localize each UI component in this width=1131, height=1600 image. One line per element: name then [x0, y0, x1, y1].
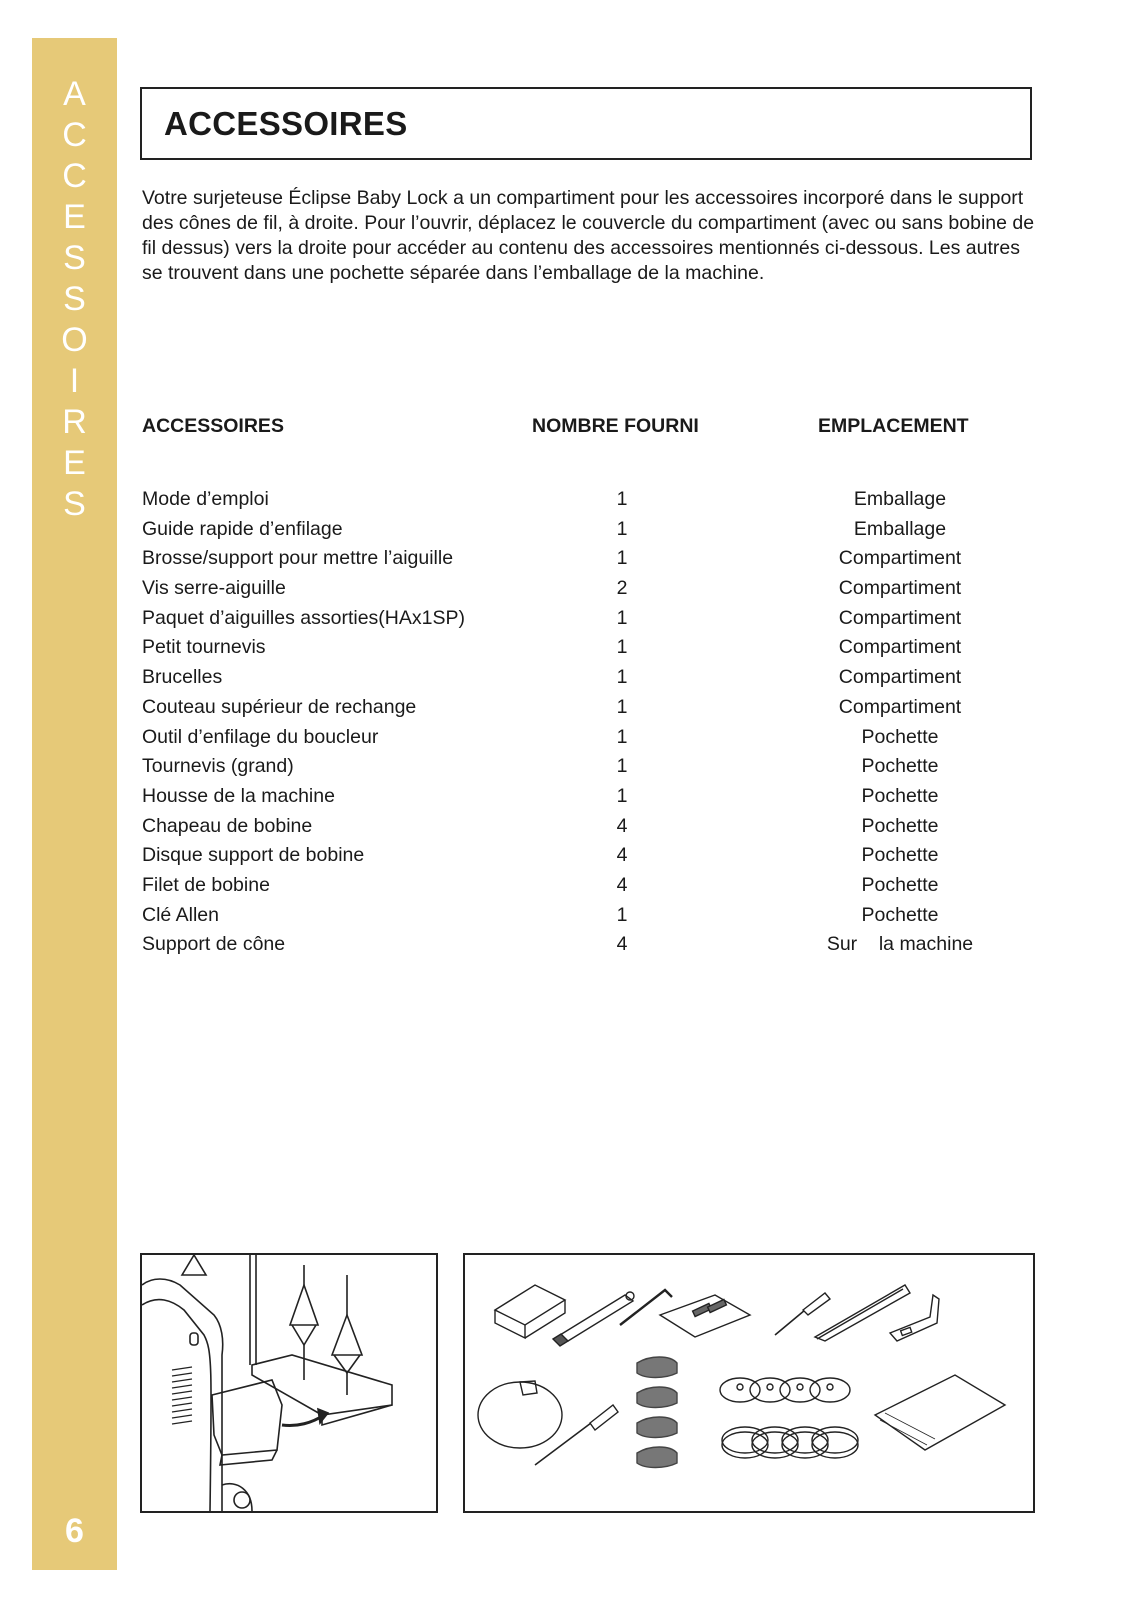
accessory-name: Disque support de bobine — [142, 844, 365, 867]
page-number: 6 — [65, 1512, 84, 1550]
table-row — [0, 607, 1131, 637]
accessory-location: Compartiment — [838, 577, 962, 600]
section-tab-letter: C — [62, 116, 87, 154]
accessory-quantity: 4 — [616, 933, 628, 956]
accessory-location: Emballage — [853, 488, 947, 510]
table-row — [0, 755, 1131, 785]
table-row — [0, 696, 1131, 726]
upper-knife-icon — [890, 1295, 939, 1341]
table-row — [0, 726, 1131, 756]
accessory-name: Guide rapide d’enfilage — [142, 517, 343, 540]
accessory-location: Compartiment — [838, 666, 962, 689]
table-row — [0, 488, 1131, 518]
accessory-name: Vis serre-aiguille — [142, 577, 286, 600]
title-box — [140, 87, 1032, 160]
table-row — [0, 785, 1131, 815]
accessory-name: Tournevis (grand) — [142, 755, 294, 778]
accessory-location: Pochette — [861, 784, 939, 807]
accessory-quantity: 4 — [616, 814, 628, 837]
table-row — [0, 547, 1131, 577]
section-tab-letter: S — [63, 239, 86, 277]
accessory-location: Pochette — [861, 755, 939, 778]
section-tab-letter: I — [69, 362, 80, 400]
allen-key-icon — [620, 1290, 672, 1325]
accessory-location: Emballage — [853, 517, 947, 540]
section-tab-letter: E — [63, 198, 86, 236]
accessory-name: Mode d’emploi — [142, 488, 269, 510]
accessory-quantity: 1 — [616, 784, 628, 807]
accessory-name: Petit tournevis — [142, 636, 266, 659]
accessory-quantity: 1 — [616, 903, 628, 926]
accessory-quantity: 4 — [616, 873, 628, 896]
accessory-location: Pochette — [861, 725, 939, 748]
needle-pack-icon — [495, 1285, 565, 1338]
accessory-location: Compartiment — [838, 695, 962, 718]
accessory-location: Compartiment — [838, 547, 962, 570]
table-row — [0, 666, 1131, 696]
accessory-name: Brosse/support pour mettre l’aiguille — [142, 547, 454, 570]
section-tab-letter: O — [61, 321, 88, 359]
accessories-table — [0, 488, 1131, 963]
section-tab-letter: R — [62, 403, 87, 441]
section-tab-letter: C — [62, 157, 87, 195]
accessory-name: Filet de bobine — [142, 873, 270, 896]
accessory-location: Sur la machine — [826, 933, 974, 956]
tweezers-icon — [815, 1285, 910, 1341]
machine-cover-icon — [875, 1375, 1005, 1450]
accessory-quantity: 1 — [616, 666, 628, 689]
screw-bag-icon — [660, 1295, 750, 1337]
accessory-quantity: 1 — [616, 517, 628, 540]
spool-net-icon — [637, 1357, 677, 1468]
section-tab-letter: S — [63, 280, 86, 318]
spool-disc-icon — [722, 1427, 858, 1458]
accessory-quantity: 1 — [616, 755, 628, 778]
table-row — [0, 636, 1131, 666]
accessory-name: Clé Allen — [142, 903, 219, 926]
accessory-quantity: 2 — [616, 577, 628, 600]
accessory-quantity: 4 — [616, 844, 628, 867]
cover-disc-icon — [478, 1381, 562, 1448]
accessory-quantity: 1 — [616, 547, 628, 570]
accessory-name: Support de cône — [142, 933, 286, 956]
accessory-name: Outil d’enfilage du boucleur — [142, 725, 379, 748]
section-tab-letters — [32, 74, 117, 525]
column-header-location: EMPLACEMENT — [818, 415, 969, 437]
table-row — [0, 904, 1131, 934]
accessory-quantity: 1 — [616, 636, 628, 659]
small-screwdriver-icon — [775, 1293, 830, 1335]
accessory-name: Brucelles — [142, 666, 223, 689]
accessory-location: Pochette — [861, 873, 939, 896]
accessory-quantity: 1 — [616, 695, 628, 718]
section-tab-letter: A — [63, 75, 86, 113]
accessory-name: Paquet d’aiguilles assorties(HAx1SP) — [142, 606, 465, 629]
accessory-quantity: 1 — [616, 488, 628, 510]
page-title: ACCESSOIRES — [164, 105, 408, 142]
column-header-quantity: NOMBRE FOURNI — [532, 415, 699, 437]
accessory-location: Compartiment — [838, 636, 962, 659]
table-row — [0, 844, 1131, 874]
accessories-figure — [463, 1253, 1035, 1513]
section-tab-letter: E — [63, 444, 86, 482]
table-header — [0, 415, 1131, 441]
accessory-quantity: 1 — [616, 725, 628, 748]
accessory-location: Pochette — [861, 844, 939, 867]
accessory-name: Chapeau de bobine — [142, 814, 313, 837]
machine-compartment-figure — [140, 1253, 438, 1513]
accessory-location: Compartiment — [838, 606, 962, 629]
table-row — [0, 874, 1131, 904]
accessory-location: Pochette — [861, 903, 939, 926]
machine-compartment-illustration-icon — [142, 1255, 436, 1511]
table-row — [0, 518, 1131, 548]
accessory-name: Housse de la machine — [142, 784, 335, 807]
table-row — [0, 577, 1131, 607]
intro-paragraph: Votre surjeteuse Éclipse Baby Lock a un compartiment pour les accessoires incorporé dans le support des cônes de fil, à droite. Pour l’ouvrir, déplacez le couvercle du compartiment (avec ou sans bobine de fil dessus) vers la droite pour accéder au contenu des accessoires mentionnés ci-dessous. Les autres se trouvent dans une pochette séparée dans l’emballage de la machine. — [142, 187, 1035, 284]
accessory-name: Couteau supérieur de rechange — [142, 695, 417, 718]
accessory-location: Pochette — [861, 814, 939, 837]
table-row — [0, 815, 1131, 845]
accessories-illustration-icon — [465, 1255, 1033, 1511]
accessory-quantity: 1 — [616, 606, 628, 629]
section-tab-letter: S — [63, 485, 86, 523]
table-row — [0, 933, 1131, 963]
looper-threader-icon — [535, 1405, 618, 1465]
column-header-accessories: ACCESSOIRES — [142, 415, 284, 437]
spool-cap-icon — [720, 1378, 850, 1402]
